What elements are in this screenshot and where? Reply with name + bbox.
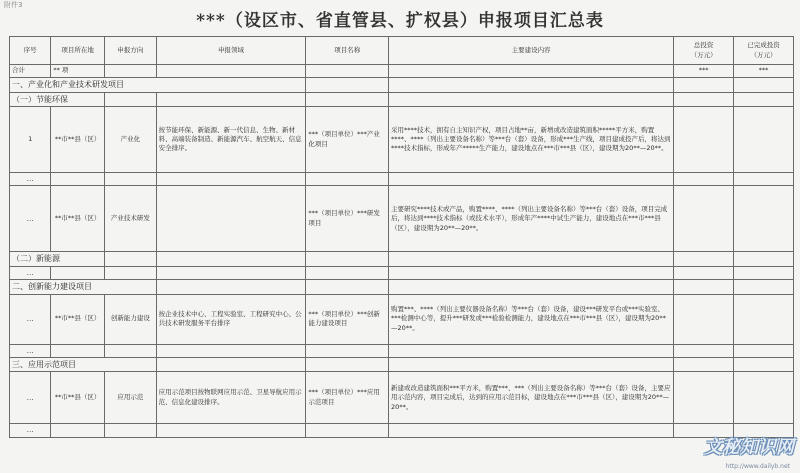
- row-name: ***（项目单位）***产业化项目: [306, 107, 389, 173]
- row-name: ***（项目单位）***应用示范项目: [306, 372, 389, 424]
- row-direction: 产业化: [105, 107, 157, 173]
- row-field: 按企业技术中心、工程实验室、工程研究中心、公共技术研发服务平台排序: [156, 294, 306, 344]
- ellipsis-row: [10, 344, 794, 357]
- header-row: [10, 37, 794, 65]
- row-direction: 产业技术研发: [105, 186, 157, 252]
- header-direction: 申报方向: [105, 37, 157, 65]
- row-direction: 应用示范: [105, 372, 157, 424]
- summary-table: [9, 36, 794, 438]
- row-seq: …: [10, 294, 51, 344]
- row-content: 采用****技术，拥有自主知识产权，项目占地**亩，新增或改造建筑面积*****平方米，购置****、****（列出主要设备名称）等***台（套）设备，形成***生产线，项目建成投产后，将达到****技术指标，形成年产*****生产能力，建设地点在***市***县（区），建设期为20**—20**。: [389, 107, 674, 173]
- row-name: ***（项目单位）***创新能力建设项目: [306, 294, 389, 344]
- row-field: [156, 186, 306, 252]
- site-watermark-url: http://www.dailyb.net: [725, 463, 790, 470]
- header-name: 项目名称: [306, 37, 389, 65]
- row-seq: 1: [10, 107, 51, 173]
- total-invest-value: ***: [674, 65, 734, 78]
- row-seq: …: [10, 372, 51, 424]
- table-row: [10, 107, 794, 173]
- row-content: 主要研究****技术或产品，购置****、****（列出主要设备名称）等***台（套）设备，项目完成后，将达到****技术指标（或技术水平），形成年产****中试生产能力，建设地点在***市***县（区），建设期为20**—20**。: [389, 186, 674, 252]
- header-field: 申报领域: [156, 37, 306, 65]
- section-row: [10, 357, 794, 372]
- row-location: **市**县（区）: [51, 372, 105, 424]
- row-field: 应用示范项目按物联网应用示范、卫星导航应用示范、信息化建设排序。: [156, 372, 306, 424]
- row-field: 按节能环保、新能源、新一代信息、生物、新材料、高端装备制造、新能源汽车、航空航天、信息安全排序。: [156, 107, 306, 173]
- ellipsis-row: [10, 424, 794, 437]
- section-2-heading: 二、创新能力建设项目: [10, 280, 157, 295]
- subsection-energy-heading: （一）节能环保: [10, 92, 105, 107]
- ellipsis-cell: …: [10, 173, 51, 186]
- subsection-row: [10, 252, 794, 267]
- header-location: 项目所在地: [51, 37, 105, 65]
- ellipsis-cell: …: [10, 266, 51, 279]
- row-content: 购置***、****（列出主要仪器设备名称）等***台（套）设备，建设***研发平台或***实验室、***检测中心等，提升***研发或***检验检测能力，建设地点在***市***县（区），建设期为20**—20**。: [389, 294, 674, 344]
- header-done-invest: 已完成投资 （万元）: [734, 37, 794, 65]
- row-content: 新建或改造建筑面积***平方米，购置***、***（列出主要设备名称）等***台（套）设备，主要应用示范内容，项目完成后，达到的应用示范目标，建设地点在***市***县（区），建设期为20**—20**。: [389, 372, 674, 424]
- row-location: **市**县（区）: [51, 107, 105, 173]
- row-name: ***（项目单位）***研发项目: [306, 186, 389, 252]
- section-3-heading: 三、应用示范项目: [10, 357, 157, 372]
- row-direction: 创新能力建设: [105, 294, 157, 344]
- attachment-note: 附件3: [4, 1, 23, 9]
- total-row: [10, 65, 794, 78]
- site-watermark-logo: 文秘知识网: [704, 437, 794, 458]
- row-location: **市**县（区）: [51, 186, 105, 252]
- ellipsis-row: [10, 266, 794, 279]
- section-row: [10, 78, 794, 93]
- subsection-row: [10, 92, 794, 107]
- ellipsis-cell: …: [10, 424, 51, 437]
- header-total-invest: 总投资 （万元）: [674, 37, 734, 65]
- header-content: 主要建设内容: [389, 37, 674, 65]
- row-location: **市**县（区）: [51, 294, 105, 344]
- page-title: ***（设区市、省直管县、扩权县）申报项目汇总表: [196, 11, 604, 31]
- section-1-heading: 一、产业化和产业技术研发项目: [10, 78, 306, 93]
- header-seq: 序号: [10, 37, 51, 65]
- ellipsis-cell: …: [10, 344, 51, 357]
- done-invest-value: ***: [734, 65, 794, 78]
- table-row: [10, 294, 794, 344]
- ellipsis-row: [10, 173, 794, 186]
- subsection-new-energy-heading: （二）新能源: [10, 252, 105, 267]
- total-count: ** 项: [51, 65, 105, 78]
- table-row: [10, 372, 794, 424]
- table-row: [10, 186, 794, 252]
- row-seq: …: [10, 186, 51, 252]
- section-row: [10, 280, 794, 295]
- total-label: 合计: [10, 65, 51, 78]
